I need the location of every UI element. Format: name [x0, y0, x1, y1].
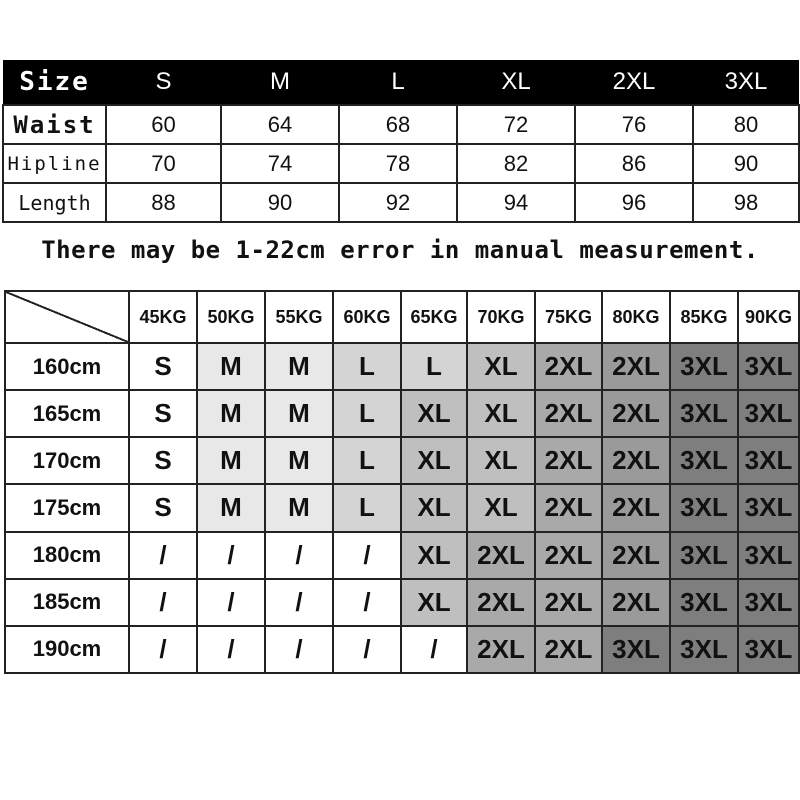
- size-cell: /: [129, 626, 197, 673]
- weight-header: 75KG: [535, 291, 602, 343]
- size-cell: 2XL: [535, 437, 602, 484]
- measure-cell: 90: [221, 183, 339, 222]
- measure-cell: 76: [575, 105, 693, 144]
- height-label: 185cm: [5, 579, 129, 626]
- size-cell: 3XL: [670, 343, 738, 390]
- size-cell: 3XL: [738, 579, 799, 626]
- size-cell: XL: [401, 484, 467, 531]
- size-header-3xl: 3XL: [693, 60, 799, 105]
- height-label: 175cm: [5, 484, 129, 531]
- length-label: Length: [3, 183, 106, 222]
- size-cell: 2XL: [602, 484, 670, 531]
- hipline-row: [3, 144, 799, 183]
- size-cell: /: [265, 626, 333, 673]
- size-cell: 2XL: [535, 390, 602, 437]
- size-cell: /: [197, 579, 265, 626]
- measure-cell: 68: [339, 105, 457, 144]
- size-cell: 3XL: [738, 484, 799, 531]
- weight-header: 80KG: [602, 291, 670, 343]
- size-cell: 2XL: [467, 532, 535, 579]
- size-cell: L: [333, 343, 401, 390]
- height-weight-size-grid: [4, 290, 800, 674]
- measure-cell: 80: [693, 105, 799, 144]
- weight-header: 65KG: [401, 291, 467, 343]
- size-cell: L: [401, 343, 467, 390]
- measure-cell: 88: [106, 183, 221, 222]
- size-cell: 3XL: [670, 532, 738, 579]
- height-label: 160cm: [5, 343, 129, 390]
- weight-header: 85KG: [670, 291, 738, 343]
- size-cell: 3XL: [738, 390, 799, 437]
- measure-cell: 90: [693, 144, 799, 183]
- size-header-row: [3, 60, 799, 105]
- weight-header: 70KG: [467, 291, 535, 343]
- size-cell: /: [265, 579, 333, 626]
- size-cell: /: [265, 532, 333, 579]
- height-row: [5, 390, 799, 437]
- size-cell: /: [129, 579, 197, 626]
- measure-cell: 86: [575, 144, 693, 183]
- height-row: [5, 437, 799, 484]
- size-cell: M: [197, 437, 265, 484]
- size-cell: S: [129, 390, 197, 437]
- size-cell: 2XL: [535, 579, 602, 626]
- size-cell: 2XL: [467, 626, 535, 673]
- measure-cell: 92: [339, 183, 457, 222]
- height-label: 180cm: [5, 532, 129, 579]
- size-cell: /: [197, 532, 265, 579]
- measure-cell: 82: [457, 144, 575, 183]
- height-row: [5, 532, 799, 579]
- size-cell: 3XL: [738, 532, 799, 579]
- height-row: [5, 626, 799, 673]
- size-cell: XL: [467, 484, 535, 531]
- size-cell: 2XL: [467, 579, 535, 626]
- size-cell: 2XL: [535, 343, 602, 390]
- size-cell: 3XL: [602, 626, 670, 673]
- size-cell: /: [333, 532, 401, 579]
- size-cell: M: [265, 343, 333, 390]
- size-header-2xl: 2XL: [575, 60, 693, 105]
- size-cell: 2XL: [535, 532, 602, 579]
- size-cell: /: [333, 626, 401, 673]
- height-label: 170cm: [5, 437, 129, 484]
- size-cell: XL: [401, 390, 467, 437]
- size-cell: L: [333, 484, 401, 531]
- size-header-xl: XL: [457, 60, 575, 105]
- size-cell: 3XL: [670, 390, 738, 437]
- weight-header: 60KG: [333, 291, 401, 343]
- size-header-label: Size: [3, 60, 106, 105]
- weight-header: 50KG: [197, 291, 265, 343]
- weight-header-row: [5, 291, 799, 343]
- weight-header: 45KG: [129, 291, 197, 343]
- measure-cell: 72: [457, 105, 575, 144]
- measure-cell: 96: [575, 183, 693, 222]
- size-cell: /: [333, 579, 401, 626]
- size-cell: 2XL: [602, 579, 670, 626]
- size-cell: 2XL: [535, 626, 602, 673]
- size-cell: 3XL: [670, 437, 738, 484]
- height-label: 190cm: [5, 626, 129, 673]
- measure-cell: 70: [106, 144, 221, 183]
- size-cell: 2XL: [602, 390, 670, 437]
- length-row: [3, 183, 799, 222]
- size-cell: L: [333, 437, 401, 484]
- size-header-s: S: [106, 60, 221, 105]
- size-cell: 2XL: [535, 484, 602, 531]
- height-row: [5, 484, 799, 531]
- size-cell: 3XL: [738, 343, 799, 390]
- size-cell: 2XL: [602, 437, 670, 484]
- size-measurement-table: [2, 60, 800, 223]
- size-cell: XL: [467, 437, 535, 484]
- size-cell: 2XL: [602, 343, 670, 390]
- measurement-error-note: There may be 1-22cm error in manual measurement.: [41, 236, 759, 264]
- size-cell: M: [265, 437, 333, 484]
- measure-cell: 94: [457, 183, 575, 222]
- size-cell: /: [197, 626, 265, 673]
- waist-row: [3, 105, 799, 144]
- size-cell: 2XL: [602, 532, 670, 579]
- size-cell: L: [333, 390, 401, 437]
- measure-cell: 74: [221, 144, 339, 183]
- height-label: 165cm: [5, 390, 129, 437]
- measure-cell: 78: [339, 144, 457, 183]
- height-row: [5, 343, 799, 390]
- size-header-m: M: [221, 60, 339, 105]
- size-cell: XL: [401, 579, 467, 626]
- corner-diagonal-cell: [5, 291, 129, 343]
- measure-cell: 60: [106, 105, 221, 144]
- height-row: [5, 579, 799, 626]
- size-cell: M: [265, 484, 333, 531]
- size-cell: 3XL: [670, 579, 738, 626]
- size-cell: 3XL: [670, 626, 738, 673]
- size-cell: /: [401, 626, 467, 673]
- size-cell: S: [129, 484, 197, 531]
- size-cell: 3XL: [670, 484, 738, 531]
- weight-header: 90KG: [738, 291, 799, 343]
- size-cell: M: [197, 343, 265, 390]
- size-cell: 3XL: [738, 437, 799, 484]
- measure-cell: 64: [221, 105, 339, 144]
- measure-cell: 98: [693, 183, 799, 222]
- weight-header: 55KG: [265, 291, 333, 343]
- size-cell: 3XL: [738, 626, 799, 673]
- size-cell: S: [129, 437, 197, 484]
- size-cell: M: [197, 484, 265, 531]
- size-cell: XL: [401, 437, 467, 484]
- size-header-l: L: [339, 60, 457, 105]
- size-cell: M: [197, 390, 265, 437]
- size-cell: S: [129, 343, 197, 390]
- hipline-label: Hipline: [3, 144, 106, 183]
- waist-label: Waist: [3, 105, 106, 144]
- size-cell: /: [129, 532, 197, 579]
- size-cell: XL: [401, 532, 467, 579]
- size-cell: XL: [467, 390, 535, 437]
- size-cell: M: [265, 390, 333, 437]
- size-cell: XL: [467, 343, 535, 390]
